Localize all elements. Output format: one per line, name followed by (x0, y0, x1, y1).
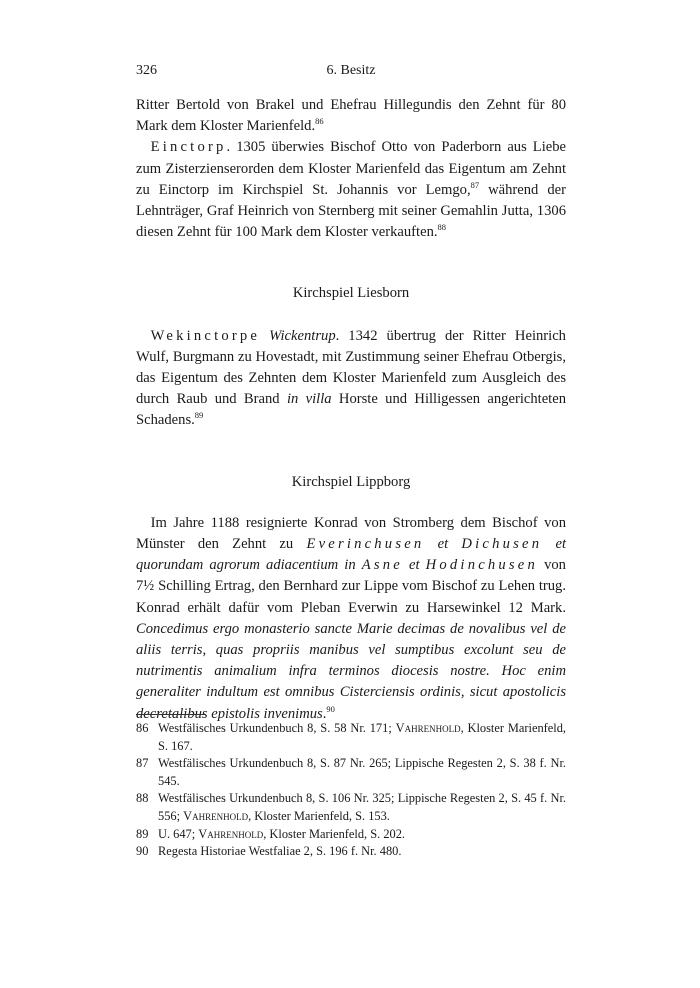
footnote (136, 720, 566, 755)
place-name: Asne (361, 557, 403, 574)
footnote (136, 843, 566, 861)
main-text (136, 95, 566, 725)
running-header (136, 63, 566, 83)
footnote-number: 87 (136, 756, 149, 771)
place-name: Hodinchusen (425, 557, 538, 574)
footnote-text: , Kloster Marienfeld, S. 202. (263, 826, 406, 841)
footnote-text: Westfälisches Urkundenbuch 8, S. 106 Nr. 325; Lippische Regesten 2, S. 45 f. Nr. 556; (158, 791, 566, 823)
place-modern-name: Wickentrup (269, 327, 336, 344)
latin-phrase: et (424, 536, 462, 553)
footnote-number: 89 (136, 826, 149, 841)
footnote-ref: 87 (470, 179, 480, 190)
paragraph-3 (136, 326, 566, 432)
footnote-number: 88 (136, 791, 149, 806)
paragraph-4 (136, 513, 566, 725)
paragraph-text: Im Jahre 1188 resignierte Konrad von Stromberg dem Bischof von Münster den Zehnt zu (136, 514, 566, 553)
page-number: 326 (136, 63, 157, 78)
latin-phrase: et quorundam agrorum adiacentium in (136, 536, 566, 574)
paragraph-text: . 1342 übertrug der Ritter Heinrich Wulf, Burgmann zu Hovestadt, mit Zustimmung seiner Ehefrau Otbergis, das Eigentum des Zehnten dem Kloster Marienfeld zum Ausgleich des durch Raub und Brand (136, 327, 566, 408)
footnote (136, 826, 566, 844)
paragraph-text: Horste und Hilligessen angerichteten Schadens. (136, 391, 567, 429)
latin-quotation: Concedimus ergo monasterio sancte Marie decimas de novalibus vel de aliis terris, quas propriis manibus vel sumptibus excolunt seu de nutrimentis animalium infra terminos diocesis nostre. Hoc enim generaliter indultum est omnibus Cisterciensis ordinis, sicut apostolicis decretalibus epistolis invenimus (136, 620, 566, 722)
latin-phrase: et (402, 557, 426, 574)
footnote (136, 790, 566, 825)
footnote-text: U. 647; (158, 826, 199, 841)
footnote-text: , Kloster Marienfeld, S. 167. (158, 721, 566, 753)
footnote-text: Westfälisches Urkundenbuch 8, S. 87 Nr. 265; Lippische Regesten 2, S. 38 f. Nr. 545. (158, 756, 566, 788)
place-name: Dichusen (461, 536, 543, 553)
footnote-text: Regesta Historiae Westfaliae 2, S. 196 f. Nr. 480. (158, 844, 402, 859)
running-title: 6. Besitz (326, 63, 376, 78)
latin-phrase: in villa (286, 391, 332, 408)
author-name: Vahrenhold (198, 826, 264, 841)
footnote-text: Westfälisches Urkundenbuch 8, S. 58 Nr. 171; (158, 721, 396, 735)
author-name: Vahrenhold (395, 721, 461, 735)
footnote-number: 90 (136, 844, 149, 859)
paragraph-text: . 1305 überwies Bischof Otto von Paderborn aus Liebe zum Zisterzienserorden dem Kloster Marienfeld das Eigentum am Zehnt zu Einctorp im Kirchspiel St. Johannis vor Lemgo, (136, 139, 566, 198)
place-name: Wekinctorpe (150, 327, 261, 344)
footnote-number: 86 (136, 721, 149, 735)
footnotes (136, 720, 566, 861)
section-heading: Kirchspiel Liesborn (292, 285, 410, 302)
section-heading: Kirchspiel Lippborg (291, 473, 411, 490)
paragraph-text: von 7½ Schilling Ertrag, den Bernhard zur Lippe vom Bischof zu Lehen trug. Konrad erhält dafür vom Pleban Everwin zu Harsewinkel 12 Mark. (136, 557, 566, 616)
footnote-ref: 90 (326, 703, 335, 714)
footnote (136, 755, 566, 790)
footnote-text: , Kloster Marienfeld, S. 153. (248, 808, 390, 823)
paragraph-1 (136, 95, 566, 137)
paragraph-text: Ritter Bertold von Brakel und Ehefrau Hillegundis den Zehnt für 80 Mark dem Kloster Marienfeld. (136, 97, 566, 135)
paragraph-text: während der Lehnträger, Graf Heinrich von Sternberg mit seiner Gemahlin Jutta, 1306 diesen Zehnt für 100 Mark dem Kloster verkauften. (136, 181, 566, 241)
author-name: Vahrenhold (183, 808, 249, 823)
footnote-ref: 86 (315, 116, 324, 127)
paragraph-text: . (322, 705, 327, 722)
paragraph-2 (136, 137, 566, 243)
footnote-rule (136, 714, 206, 715)
footnote-ref: 88 (437, 222, 446, 233)
place-name: Everinchusen (306, 536, 425, 553)
footnote-ref: 89 (194, 410, 204, 421)
place-name: Einctorp (150, 139, 227, 156)
